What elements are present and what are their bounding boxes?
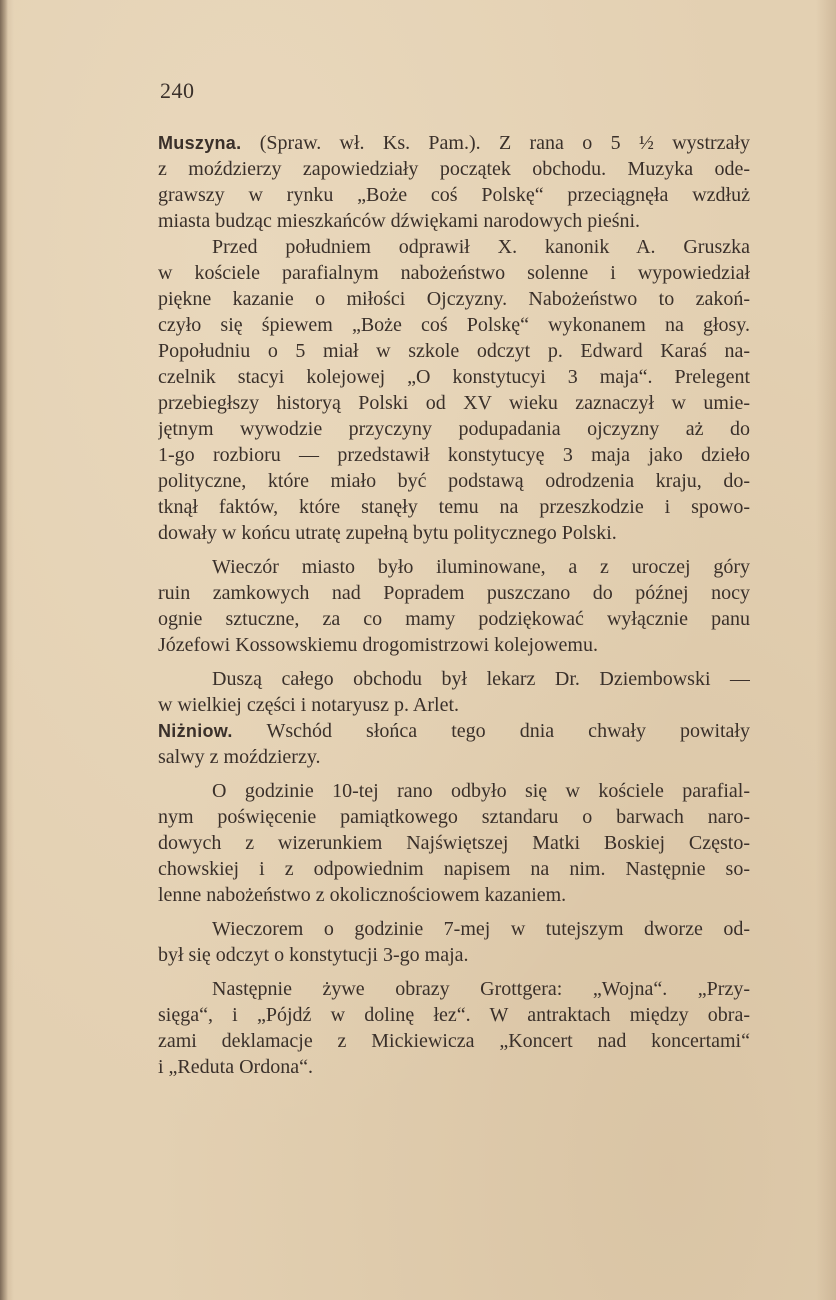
text-line: chowskiej i z odpowiednim napisem na nim. Następnie so-: [158, 858, 750, 880]
page-spine-shadow: [0, 0, 8, 1300]
text-line: w wielkiej części i notaryusz p. Arlet.: [158, 694, 460, 716]
text-line: zami deklamacje z Mickiewicza „Koncert nad koncertami“: [158, 1030, 750, 1052]
text-line: O godzinie 10-tej rano odbyło się w kościele parafial-: [212, 780, 750, 802]
paragraph-gap: [158, 770, 750, 778]
text-line: jętnym wywodzie przyczyny podupadania ojczyzny aż do: [158, 418, 750, 440]
text-line: polityczne, które miało być podstawą odrodzenia kraju, do-: [158, 470, 750, 492]
paragraph-gap: [158, 908, 750, 916]
text-line: salwy z moździerzy.: [158, 746, 321, 768]
text-line: w kościele parafialnym nabożeństwo solenne i wypowiedział: [158, 262, 750, 284]
text-line: grawszy w rynku „Boże coś Polskę“ przeciągnęła wzdłuż: [158, 184, 750, 206]
text-line: Wieczorem o godzinie 7-mej w tutejszym dworze od-: [212, 918, 750, 940]
text-line: Przed południem odprawił X. kanonik A. Gruszka: [212, 236, 750, 258]
text-line: przebiegłszy historyą Polski od XV wieku zaznaczył w umie-: [158, 392, 750, 414]
page-number: 240: [160, 78, 195, 103]
paragraph-gap: [158, 968, 750, 976]
text-line: Józefowi Kossowskiemu drogomistrzowi kolejowemu.: [158, 634, 598, 656]
paragraph-gap: [158, 546, 750, 554]
paragraph-gap: [158, 658, 750, 666]
text-line: czyło się śpiewem „Boże coś Polskę“ wykonanem na głosy.: [158, 314, 750, 336]
text-line: Następnie żywe obrazy Grottgera: „Wojna“. „Przy-: [212, 978, 750, 1000]
text-line: lenne nabożeństwo z okolicznościowem kazaniem.: [158, 884, 567, 906]
text-line: miasta budząc mieszkańców dźwiękami narodowych pieśni.: [158, 210, 641, 232]
text-line: ruin zamkowych nad Popradem puszczano do późnej nocy: [158, 582, 750, 604]
text-line: Duszą całego obchodu był lekarz Dr. Dziembowski —: [212, 668, 750, 690]
text-line: 1-go rozbioru — przedstawił konstytucyę 3 maja jako dzieło: [158, 444, 750, 466]
text-line: ognie sztuczne, za co mamy podziękować wyłącznie panu: [158, 608, 750, 630]
text-line: [158, 130, 750, 156]
place-heading-muszyna: Muszyna.: [158, 133, 242, 153]
place-heading-nizniow: Niżniow.: [158, 721, 233, 741]
text-line: z moździerzy zapowiedziały początek obchodu. Muzyka ode-: [158, 158, 750, 180]
text-line: [158, 718, 750, 744]
line-text: (Spraw. wł. Ks. Pam.). Z rana o 5 ½ wystrzały: [259, 132, 750, 154]
text-line: tknął faktów, które stanęły temu na przeszkodzie i spowo-: [158, 496, 750, 518]
text-line: był się odczyt o konstytucji 3-go maja.: [158, 944, 469, 966]
text-line: czelnik stacyi kolejowej „O konstytucyi 3 maja“. Prelegent: [158, 366, 750, 388]
text-line: dowych z wizerunkiem Najświętszej Matki Boskiej Często-: [158, 832, 750, 854]
text-line: Wieczór miasto było iluminowane, a z uroczej góry: [212, 556, 750, 578]
line-text: Wschód słońca tego dnia chwały powitały: [266, 720, 750, 742]
text-line: sięga“, i „Pójdź w dolinę łez“. W antraktach między obra-: [158, 1004, 750, 1026]
text-line: Popołudniu o 5 miał w szkole odczyt p. Edward Karaś na-: [158, 340, 750, 362]
text-line: piękne kazanie o miłości Ojczyzny. Nabożeństwo to zakoń-: [158, 288, 750, 310]
book-page-text: [158, 130, 750, 1080]
text-line: nym poświęcenie pamiątkowego sztandaru o barwach naro-: [158, 806, 750, 828]
text-line: i „Reduta Ordona“.: [158, 1056, 313, 1078]
text-line: dowały w końcu utratę zupełną bytu politycznego Polski.: [158, 522, 617, 544]
